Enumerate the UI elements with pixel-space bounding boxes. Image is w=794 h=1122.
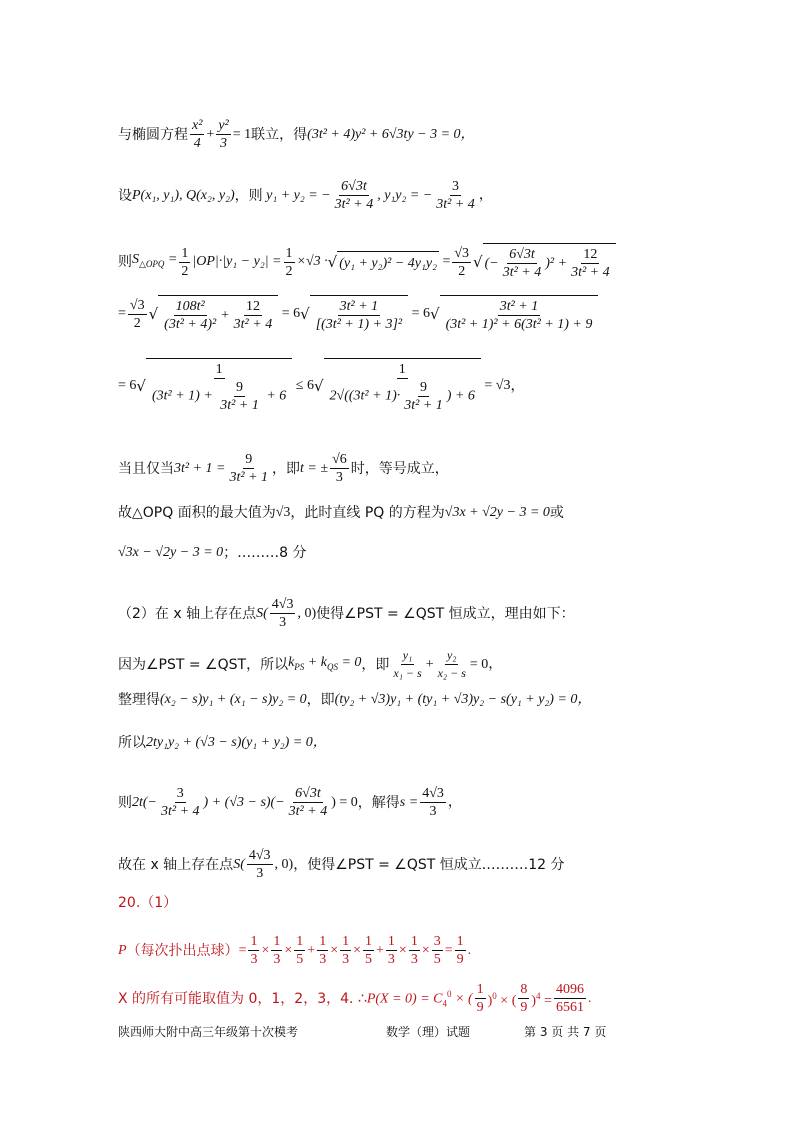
text: 20.（1） xyxy=(118,895,178,911)
fraction: $\frac{\text{y²}}{3}$ xyxy=(218,118,229,151)
text: 故在 x 轴上存在点 xyxy=(118,856,234,873)
fraction: $\frac{\text{x²}}{4}$ xyxy=(192,118,203,151)
text: 因为∠PST = ∠QST，所以 xyxy=(118,656,289,673)
line-area-1: 则 $S_{\triangle OPQ}$ = $\frac{1}{2}$ |OP|·|y₁ − y₂| = $\frac{1}{2}$ ×√3 · √ (y₁ + y₂)² − 4y₁y₂ = $\frac{√3}{2}$ √ (− $\frac{6√3t}{\text{3t² + 4}}$ )² + $\frac{12}{\text{3t² + 4}}$ xyxy=(118,243,616,281)
line-vieta: 设 P(x₁, y₁), Q(x₂, y₂) ，则 y₁ + y₂ = − $\frac{6√3t}{\text{3t² + 4}}$ , y₁y₂ = − $\frac{3}{\text{3t² + 4}}$ ， xyxy=(118,179,493,212)
text: 当且仅当 xyxy=(118,460,174,477)
text: ，使得∠PST = ∠QST 恒成立.………12 分 xyxy=(293,856,565,873)
text: ，解得 xyxy=(357,794,400,811)
text: （每次扑出点球） xyxy=(126,942,239,959)
line-so: 所以 2ty₁y₂ + (√3 − s)(y₁ + y₂) = 0， xyxy=(118,735,327,751)
text: X 的所有可能取值为 0，1，2，3，4. ∴ xyxy=(118,990,367,1007)
line-solve-s: 则 2t(− $\frac{3}{\text{3t² + 4}}$ ) + (√3 − s)(− $\frac{6√3t}{\text{3t² + 4}}$ ) = 0 ，解得 s = $\frac{4√3}{3}$ ， xyxy=(118,786,462,819)
text: 与椭圆方程 xyxy=(118,126,188,143)
points: P(x₁, y₁), Q(x₂, y₂) xyxy=(132,187,235,203)
text: 或 xyxy=(549,505,564,521)
line-distribution: X 的所有可能取值为 0，1，2，3，4. ∴ $P(X = 0) = C_4^0$ × ( $\frac{1}{9}$ )$^0$ × ( $\frac{8}{9}$ )$^4$ = $\frac{4096}{6561}$ . xyxy=(118,982,592,1015)
text: 故△OPQ 面积的最大值为 xyxy=(118,505,276,521)
line-conclusion: 故在 x 轴上存在点 S( $\frac{4√3}{3}$ , 0) ，使得∠PST = ∠QST 恒成立.………12 分 xyxy=(118,848,565,881)
text: 则 xyxy=(118,254,132,270)
text: 整理得 xyxy=(118,692,160,708)
footer-school: 陕西师大附中高三年级第十次模考 xyxy=(118,1025,299,1039)
line-arrange: 整理得 (x₂ − s)y₁ + (x₁ − s)y₂ = 0 ，即 (ty₂ + √3)y₁ + (ty₁ + √3)y₂ − s(y₁ + y₂) = 0， xyxy=(118,692,592,708)
text: ，此时直线 PQ 的方程为 xyxy=(290,505,445,521)
text: ，即 xyxy=(272,460,301,477)
footer-subject: 数学（理）试题 xyxy=(386,1025,471,1039)
fraction: $\frac{6√3t}{\text{3t² + 4}}$ xyxy=(334,179,374,212)
fraction: $\frac{3}{\text{3t² + 4}}$ xyxy=(436,179,475,212)
line-ellipse-system: 与椭圆方程 $\frac{\text{x²}}{4}$ + $\frac{\text{y²}}{3}$ = 1 联立，得 (3t² + 4)y² + 6√3ty − 3 = 0， xyxy=(118,118,475,151)
text: 联立，得 xyxy=(251,126,308,143)
text: ；………8 分 xyxy=(223,545,307,561)
text: 所以 xyxy=(118,735,146,751)
line-area-3: = 6 √ 1 (3t² + 1) + $\frac{9}{\text{3t² + 1}}$ + 6 ≤ 6 √ 1 2√((3t² + 1)· $\frac{9}{\text{3t² + 1}}$ ) + 6 = √3 ， xyxy=(118,358,525,414)
line-slopes: 因为∠PST = ∠QST，所以 $k_{PS} + k_{QS} = 0$ ，即 $\frac{\text{y₁}}{\text{x₁ − s}}$ + $\frac{\text{y₂}}{\text{x₂ − s}}$ = 0， xyxy=(118,648,503,680)
text: 设 xyxy=(118,187,132,204)
text: 时，等号成立， xyxy=(350,460,449,477)
question-20-heading xyxy=(118,893,177,913)
line-max-area: 故△OPQ 面积的最大值为 √3 ，此时直线 PQ 的方程为 √3x + √2y − 3 = 0 或 xyxy=(118,505,564,521)
footer-page: 第 3 页 共 7 页 xyxy=(524,1025,607,1039)
line-part2-claim: （2）在 x 轴上存在点 S( $\frac{4√3}{3}$ , 0) 使得∠PST = ∠QST 恒成立，理由如下： xyxy=(118,597,575,630)
text: 则 xyxy=(118,794,132,811)
line-equality: 当且仅当 3t² + 1 = $\frac{9}{\text{3t² + 1}}$ ，即 t = ± $\frac{√6}{3}$ 时，等号成立， xyxy=(118,452,449,485)
line-probability: P （每次扑出点球） = $\frac{1}{3}$ × $\frac{1}{3}$ × $\frac{1}{5}$ + $\frac{1}{3}$ × $\frac{1}{3}$ × $\frac{1}{5}$ + $\frac{1}{3}$ × $\frac{1}{3}$ × $\frac{3}{5}$ = $\frac{1}{9}$ . xyxy=(118,934,472,967)
line-alt-equation: √3x − √2y − 3 = 0 ；………8 分 xyxy=(118,545,307,561)
text: （2）在 x 轴上存在点 xyxy=(118,605,257,622)
text: ，则 xyxy=(234,187,263,204)
text: 使得∠PST = ∠QST 恒成立，理由如下： xyxy=(316,605,575,622)
text: ， xyxy=(510,378,525,394)
text: ，即 xyxy=(361,656,390,673)
text: ，即 xyxy=(306,692,335,708)
equation: (3t² + 4)y² + 6√3ty − 3 = 0， xyxy=(307,126,475,142)
page-footer xyxy=(0,1023,794,1043)
line-area-2: = $\frac{√3}{2}$ √ $\frac{\text{108t²}}{\text{(3t² + 4)²}}$ + $\frac{12}{\text{3t² + 4}}$ = 6 √ $\frac{\text{3t² + 1}}{\text{[(3t² + 1) + 3]²}}$ = 6 √ $\frac{\text{3t² + 1}}{\text{(3t² + 1)² + 6(3t² + 1) + 9}}$ xyxy=(118,295,598,333)
